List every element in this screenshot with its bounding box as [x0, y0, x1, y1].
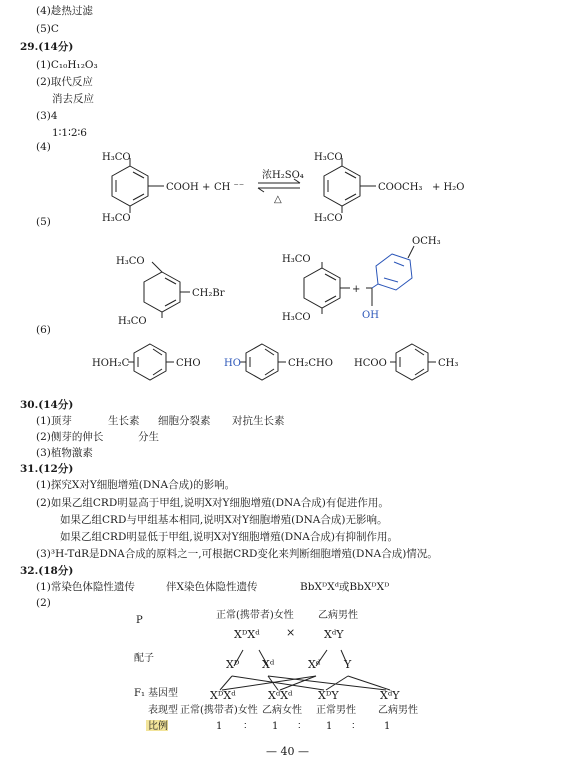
- answer-line: (4): [36, 141, 51, 153]
- chem-label: +: [202, 182, 211, 193]
- answer-line: 如果乙组CRD与甲组基本相同,说明X对Y细胞增殖(DNA合成)无影响。: [60, 514, 388, 526]
- gamete: Xᵈ: [308, 658, 321, 671]
- answer-line: 生长素: [108, 415, 140, 427]
- generation-label: P: [136, 615, 143, 626]
- chem-label: CH₂Br: [192, 288, 225, 299]
- chem-label: CH₂CHO: [288, 358, 333, 369]
- ratio-value: 1: [326, 721, 333, 732]
- ratio-value: 1: [272, 721, 279, 732]
- chem-label: H₃CO: [282, 254, 311, 265]
- f1-phenotype: 乙病女性: [262, 705, 302, 716]
- answer-line: (6): [36, 324, 51, 336]
- chem-label: H₃CO: [314, 152, 343, 163]
- f1-genotype: XᴰY: [318, 689, 339, 702]
- chem-label: OH: [362, 310, 379, 321]
- row-label: 表现型: [148, 705, 178, 716]
- chem-label: H₃CO: [116, 256, 145, 267]
- chem-label: OCH₃: [412, 236, 441, 247]
- f1-phenotype: 乙病男性: [378, 705, 418, 716]
- parent-phenotype: 正常(携带者)女性: [216, 610, 294, 621]
- chem-label: HO: [224, 358, 241, 369]
- chem-label: CH ⁻⁻: [214, 182, 245, 193]
- answer-line: (2)取代反应: [36, 76, 93, 88]
- parent-phenotype: 乙病男性: [318, 610, 358, 621]
- question-29-header: 29.(14分): [20, 41, 74, 53]
- chem-label: HOH₂C: [92, 358, 130, 369]
- question-31-header: 31.(12分): [20, 463, 74, 475]
- question-32-header: 32.(18分): [20, 565, 74, 577]
- answer-line: (5)C: [36, 23, 59, 35]
- answer-line: 分生: [138, 431, 159, 443]
- answer-line: (3)4: [36, 110, 58, 122]
- answer-line: 对抗生长素: [232, 415, 285, 427]
- gamete: Xᵈ: [262, 658, 275, 671]
- answer-line: (2)侧芽的伸长: [36, 431, 104, 443]
- ratio-value: 1: [216, 721, 223, 732]
- chem-label: COOCH₃: [378, 182, 423, 193]
- ratio-value: 1: [384, 721, 391, 732]
- chem-label: H₃CO: [118, 316, 147, 327]
- chem-label: 浓H₂SO₄: [262, 170, 304, 181]
- f1-phenotype: 正常男性: [316, 705, 356, 716]
- chem-label: H₃CO: [314, 213, 343, 224]
- chem-label: H₃CO: [282, 312, 311, 323]
- answer-line: 消去反应: [52, 93, 94, 105]
- ratio-value: ∶: [244, 721, 247, 732]
- row-label: 比例: [148, 721, 168, 732]
- generation-label: F₁: [134, 688, 145, 699]
- ratio-value: ∶: [352, 721, 355, 732]
- answer-line: (5): [36, 216, 51, 228]
- chem-label: CH₃: [438, 358, 459, 369]
- f1-genotype: XᵈXᵈ: [268, 689, 293, 702]
- answer-line: (3)³H-TdR是DNA合成的原料之一,可根据CRD变化来判断细胞增殖(DNA合成)情况。: [36, 548, 438, 560]
- answer-line: 细胞分裂素: [158, 415, 211, 427]
- answer-line: 如果乙组CRD明显低于甲组,说明X对Y细胞增殖(DNA合成)有抑制作用。: [60, 531, 398, 543]
- f1-genotype: XᵈY: [380, 689, 400, 702]
- answer-line: 1∶1∶2∶6: [52, 127, 87, 139]
- chem-label: CHO: [176, 358, 201, 369]
- f1-phenotype: 正常(携带者)女性: [180, 705, 258, 716]
- cross-symbol: ×: [286, 626, 296, 639]
- gamete: Y: [344, 658, 352, 671]
- question-30-header: 30.(14分): [20, 399, 74, 411]
- chem-label: COOH: [166, 182, 199, 193]
- chem-label: H₃CO: [102, 152, 131, 163]
- chem-label: +: [352, 284, 361, 295]
- answer-line: (1)顶芽: [36, 415, 72, 427]
- page-number: — 40 —: [266, 745, 309, 758]
- answer-line: (3)植物激素: [36, 447, 93, 459]
- chem-label: + H₂O: [432, 182, 465, 193]
- answer-line: (1)C₁₀H₁₂O₃: [36, 59, 98, 71]
- chem-label: HCOO: [354, 358, 387, 369]
- f1-genotype: XᴰXᵈ: [210, 689, 236, 702]
- answer-line: (1)常染色体隐性遗传: [36, 581, 135, 593]
- parent-genotype: XᵈY: [324, 628, 344, 641]
- answer-line: (2)如果乙组CRD明显高于甲组,说明X对Y细胞增殖(DNA合成)有促进作用。: [36, 497, 389, 509]
- answer-line: BbXᴰXᵈ或BbXᴰXᴰ: [300, 581, 390, 593]
- generation-label: 配子: [134, 653, 154, 664]
- row-label: 基因型: [148, 688, 178, 699]
- answer-line: (1)探究X对Y细胞增殖(DNA合成)的影响。: [36, 479, 236, 491]
- parent-genotype: XᴰXᵈ: [234, 628, 260, 641]
- answer-line: 伴X染色体隐性遗传: [166, 581, 258, 593]
- ratio-value: ∶: [298, 721, 301, 732]
- answer-line: (4)趁热过滤: [36, 5, 93, 17]
- chem-label: △: [274, 194, 282, 205]
- gamete: Xᴰ: [226, 658, 240, 671]
- answer-line: (2): [36, 597, 51, 609]
- chem-label: H₃CO: [102, 213, 131, 224]
